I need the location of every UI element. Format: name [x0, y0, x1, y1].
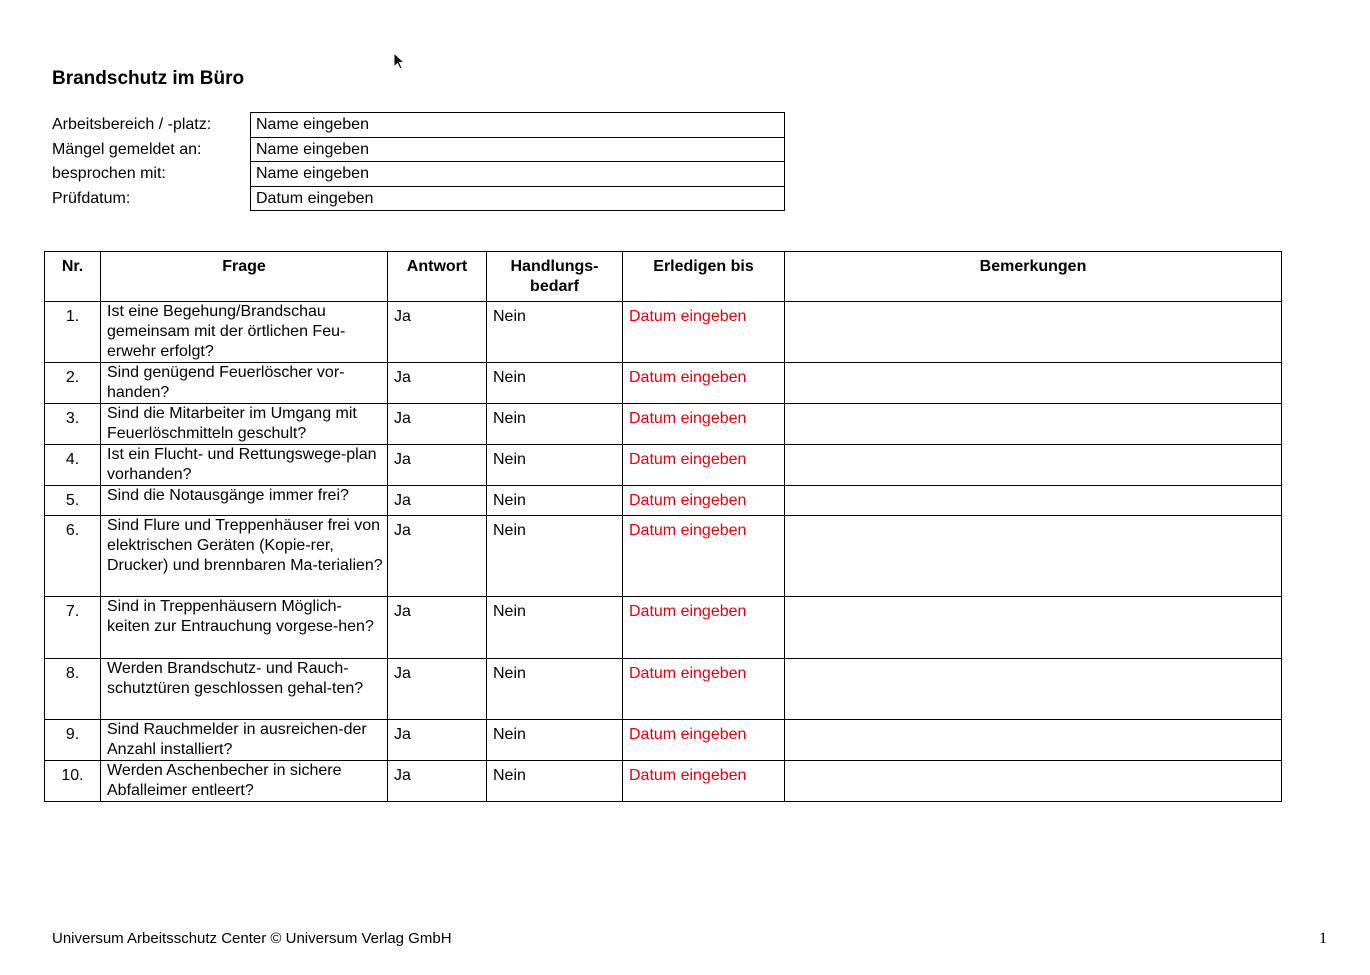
- remarks-field[interactable]: [785, 302, 1282, 363]
- table-row: [45, 516, 1282, 597]
- row-number: 2.: [45, 363, 101, 404]
- answer-ja[interactable]: Ja: [388, 659, 487, 720]
- answer-ja[interactable]: Ja: [388, 516, 487, 597]
- answer-nein[interactable]: Nein: [487, 597, 623, 659]
- answer-ja[interactable]: Ja: [388, 445, 487, 486]
- meta-labels: [52, 113, 211, 211]
- question-text: Werden Aschenbecher in sichere Abfalleimer entleert?: [101, 761, 388, 802]
- answer-ja[interactable]: Ja: [388, 363, 487, 404]
- header-handlungsbedarf: Handlungs- bedarf: [487, 252, 623, 302]
- answer-nein[interactable]: Nein: [487, 445, 623, 486]
- row-number: 3.: [45, 404, 101, 445]
- remarks-field[interactable]: [785, 761, 1282, 802]
- answer-ja[interactable]: Ja: [388, 302, 487, 363]
- answer-nein[interactable]: Nein: [487, 761, 623, 802]
- remarks-field[interactable]: [785, 363, 1282, 404]
- remarks-field[interactable]: [785, 486, 1282, 516]
- header-nr: Nr.: [45, 252, 101, 302]
- due-date-field[interactable]: Datum eingeben: [623, 761, 785, 802]
- meta-label: Arbeitsbereich / -platz:: [52, 116, 212, 133]
- answer-nein[interactable]: Nein: [487, 486, 623, 516]
- due-date-field[interactable]: Datum eingeben: [623, 363, 785, 404]
- due-date-field[interactable]: Datum eingeben: [623, 302, 785, 363]
- header-erledigen-bis: Erledigen bis: [623, 252, 785, 302]
- due-date-field[interactable]: Datum eingeben: [623, 516, 785, 597]
- besprochen-mit-field[interactable]: Name eingeben: [251, 162, 784, 187]
- row-number: 9.: [45, 720, 101, 761]
- answer-ja[interactable]: Ja: [388, 720, 487, 761]
- table-row: [45, 445, 1282, 486]
- footer-text: Universum Arbeitsschutz Center © Universum Verlag GmbH: [52, 930, 452, 947]
- header-bemerkungen: Bemerkungen: [785, 252, 1282, 302]
- arbeitsbereich-field[interactable]: Name eingeben: [251, 113, 784, 138]
- meta-label: Prüfdatum:: [52, 189, 131, 207]
- due-date-field[interactable]: Datum eingeben: [623, 445, 785, 486]
- row-number: 4.: [45, 445, 101, 486]
- question-text: Sind Flure und Treppenhäuser frei von elektrischen Geräten (Kopie-rer, Drucker) und brennbaren Ma-terialien?: [101, 516, 388, 597]
- header-frage: Frage: [101, 252, 388, 302]
- question-text: Ist eine Begehung/Brandschau gemeinsam mit der örtlichen Feu-erwehr erfolgt?: [101, 302, 388, 363]
- question-text: Sind Rauchmelder in ausreichen-der Anzahl installiert?: [101, 720, 388, 761]
- due-date-field[interactable]: Datum eingeben: [623, 486, 785, 516]
- mouse-cursor-icon: [393, 52, 405, 70]
- page-number: 1: [1319, 930, 1327, 947]
- remarks-field[interactable]: [785, 516, 1282, 597]
- question-text: Sind die Notausgänge immer frei?: [101, 486, 388, 516]
- meta-label: Mängel gemeldet an:: [52, 140, 202, 158]
- table-row: [45, 597, 1282, 659]
- remarks-field[interactable]: [785, 659, 1282, 720]
- answer-ja[interactable]: Ja: [388, 597, 487, 659]
- maengel-gemeldet-field[interactable]: Name eingeben: [251, 138, 784, 163]
- row-number: 5.: [45, 486, 101, 516]
- question-text: Sind in Treppenhäusern Möglich-keiten zur Entrauchung vorgese-hen?: [101, 597, 388, 659]
- table-row: [45, 761, 1282, 802]
- answer-ja[interactable]: Ja: [388, 486, 487, 516]
- checklist-table: [44, 251, 1282, 802]
- header-antwort: Antwort: [388, 252, 487, 302]
- row-number: 10.: [45, 761, 101, 802]
- remarks-field[interactable]: [785, 404, 1282, 445]
- table-row: [45, 486, 1282, 516]
- row-number: 6.: [45, 516, 101, 597]
- pruefdatum-field[interactable]: Datum eingeben: [256, 189, 374, 207]
- answer-nein[interactable]: Nein: [487, 516, 623, 597]
- table-header-row: [45, 252, 1282, 302]
- answer-nein[interactable]: Nein: [487, 363, 623, 404]
- question-text: Werden Brandschutz- und Rauch-schutztüren geschlossen gehal-ten?: [101, 659, 388, 720]
- answer-nein[interactable]: Nein: [487, 720, 623, 761]
- table-row: [45, 302, 1282, 363]
- table-row: [45, 363, 1282, 404]
- row-number: 7.: [45, 597, 101, 659]
- remarks-field[interactable]: [785, 720, 1282, 761]
- remarks-field[interactable]: [785, 597, 1282, 659]
- remarks-field[interactable]: [785, 445, 1282, 486]
- answer-nein[interactable]: Nein: [487, 302, 623, 363]
- table-row: [45, 720, 1282, 761]
- answer-ja[interactable]: Ja: [388, 404, 487, 445]
- question-text: Sind die Mitarbeiter im Umgang mit Feuerlöschmitteln geschult?: [101, 404, 388, 445]
- due-date-field[interactable]: Datum eingeben: [623, 720, 785, 761]
- due-date-field[interactable]: Datum eingeben: [623, 404, 785, 445]
- table-row: [45, 404, 1282, 445]
- table-row: [45, 659, 1282, 720]
- meta-label: besprochen mit:: [52, 165, 166, 182]
- due-date-field[interactable]: Datum eingeben: [623, 659, 785, 720]
- meta-fields: [250, 112, 785, 211]
- due-date-field[interactable]: Datum eingeben: [623, 597, 785, 659]
- question-text: Ist ein Flucht- und Rettungswege-plan vorhanden?: [101, 445, 388, 486]
- question-text: Sind genügend Feuerlöscher vor-handen?: [101, 363, 388, 404]
- answer-nein[interactable]: Nein: [487, 659, 623, 720]
- answer-nein[interactable]: Nein: [487, 404, 623, 445]
- answer-ja[interactable]: Ja: [388, 761, 487, 802]
- row-number: 1.: [45, 302, 101, 363]
- row-number: 8.: [45, 659, 101, 720]
- page-title: Brandschutz im Büro: [52, 68, 245, 89]
